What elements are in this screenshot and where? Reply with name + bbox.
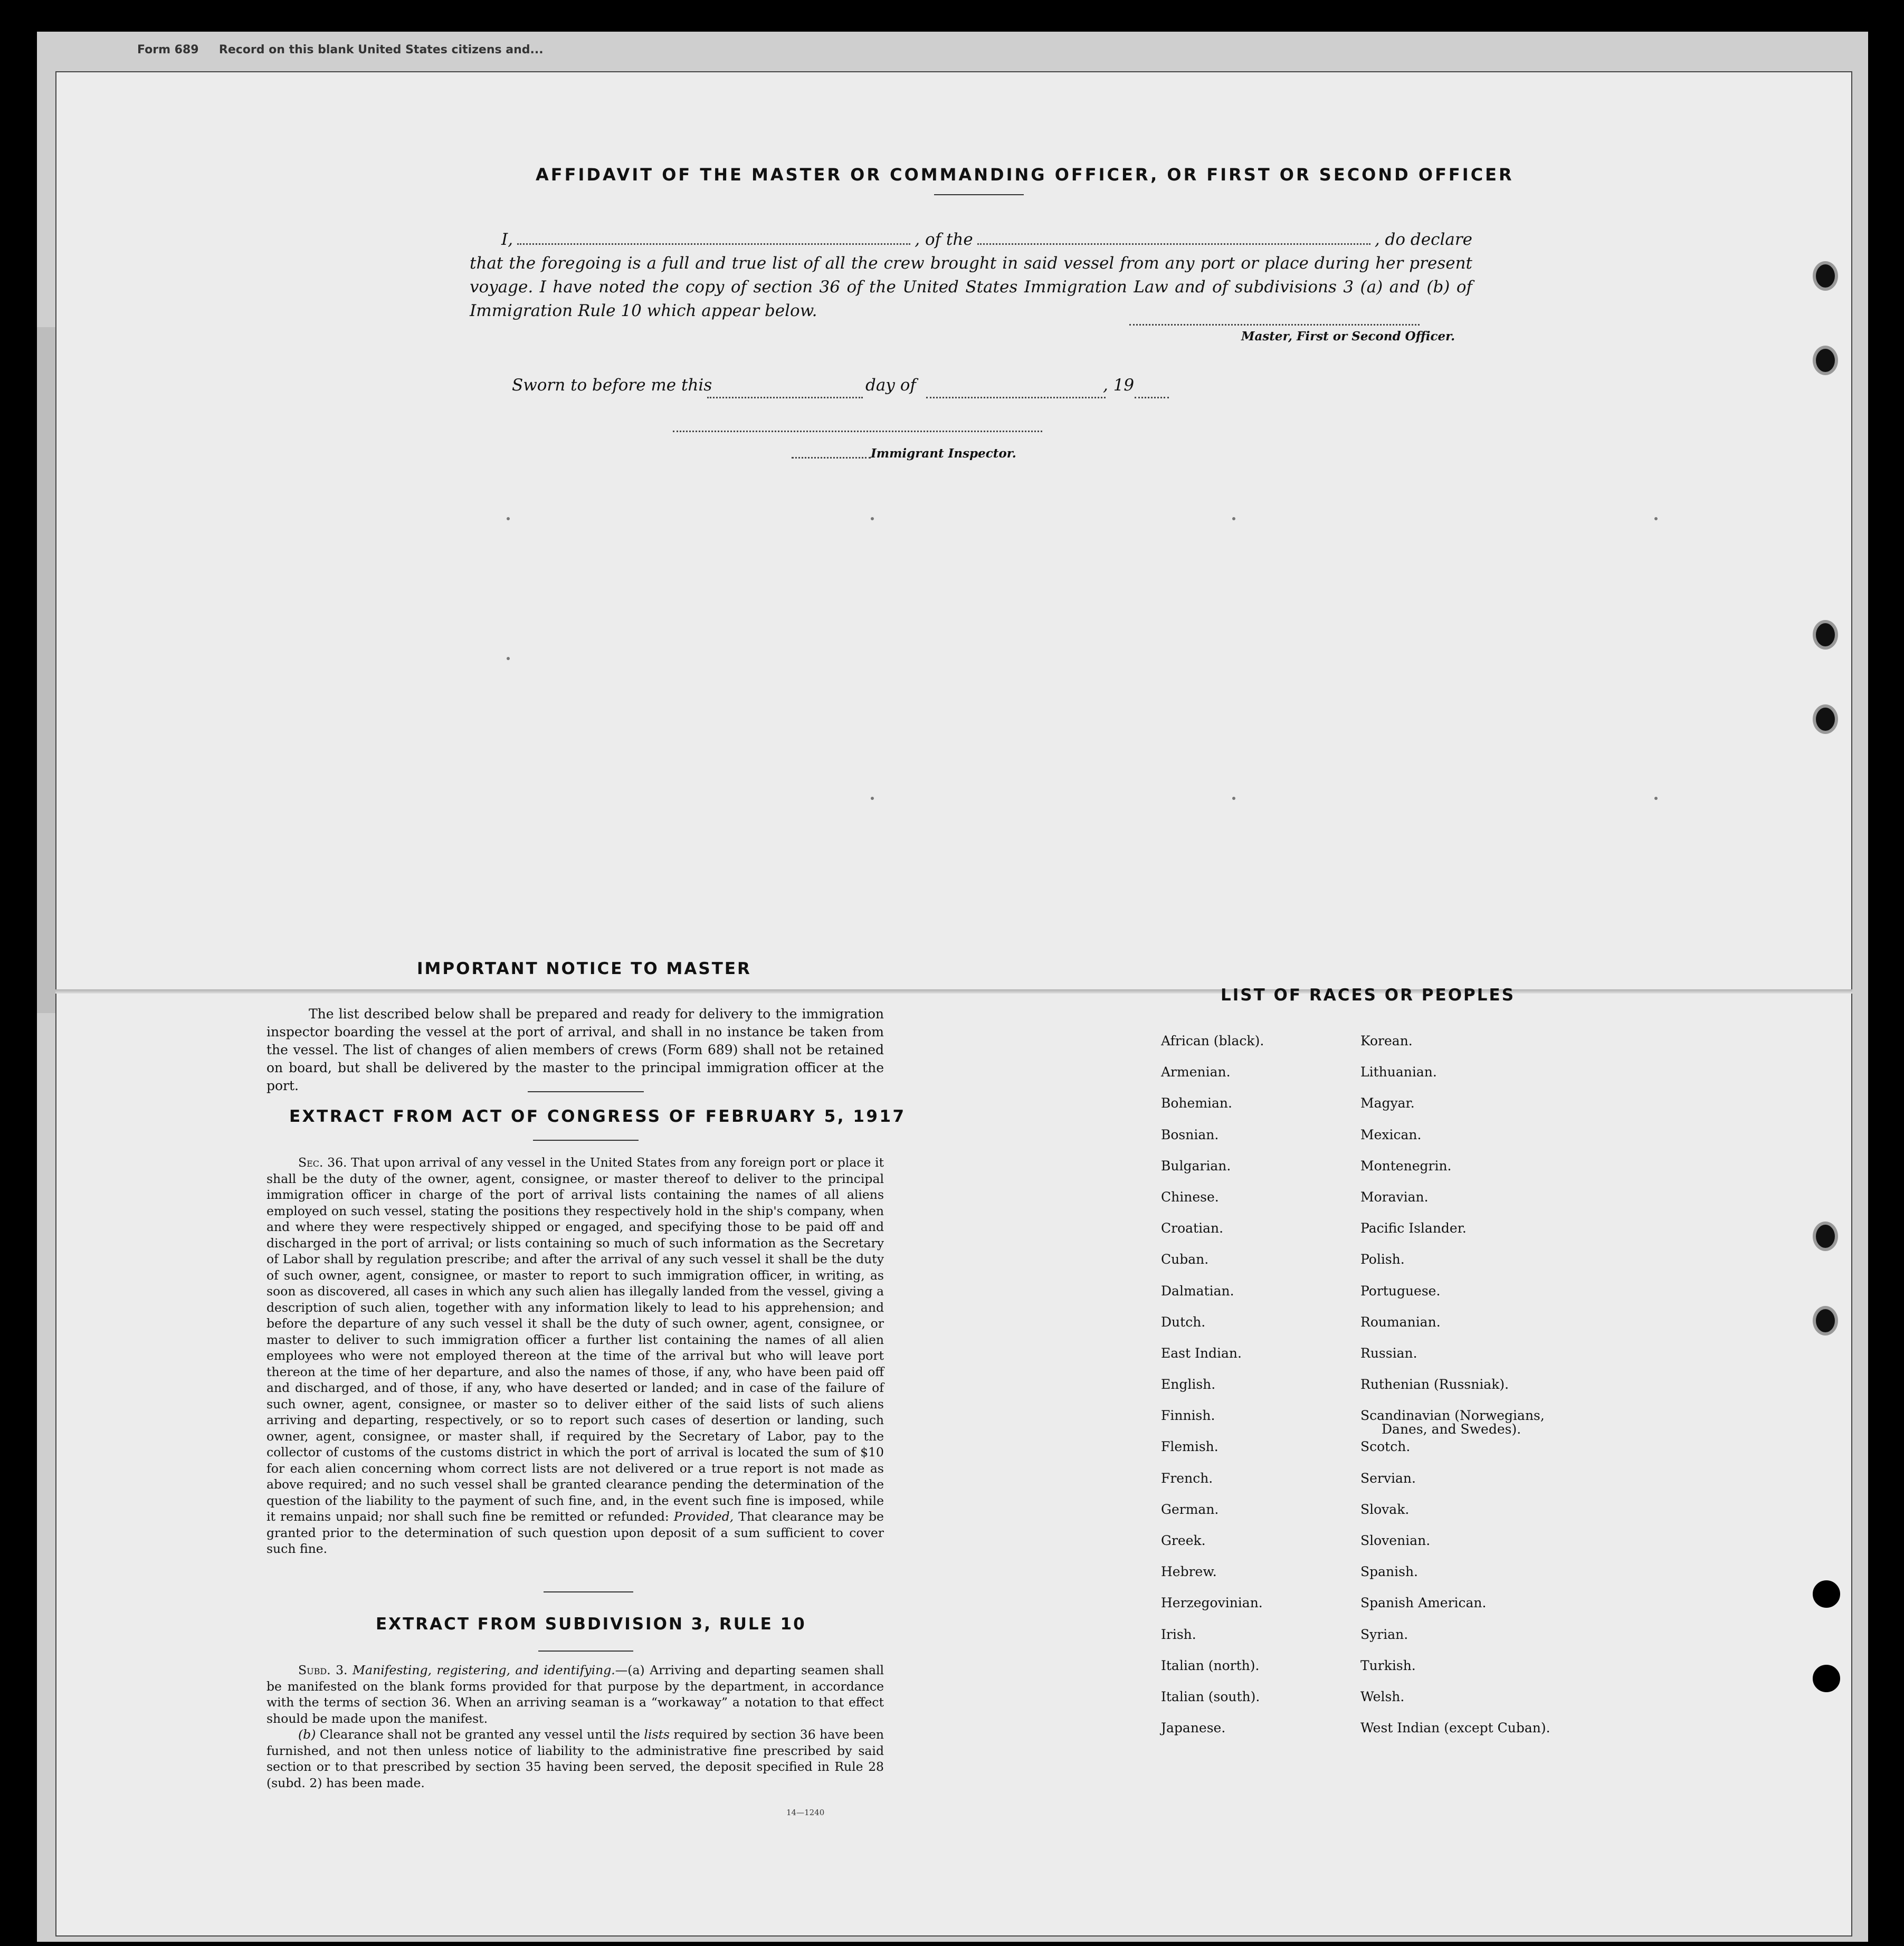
faint-dot xyxy=(871,797,874,800)
faint-dot xyxy=(1232,797,1235,800)
affidavit-i: I, xyxy=(501,230,513,249)
race-item: Spanish. xyxy=(1360,1564,1419,1580)
sworn-year: , 19 xyxy=(1103,376,1135,395)
notice-rule xyxy=(528,1091,644,1092)
race-item: Bohemian. xyxy=(1161,1095,1232,1111)
subd-b-label: (b) xyxy=(298,1727,316,1742)
subd-a-text: Arriving and departing seamen shall be manifested on the blank forms provided for that purpose by the department, in accordance with the terms of section 36. When an arriving seaman is a “workaway” a notation to that effect should be made upon the manifest. xyxy=(266,1663,884,1726)
race-item: Slovenian. xyxy=(1360,1533,1431,1548)
act-text-end: That clearance may be granted prior to the determination of such question upon deposit of a sum sufficient to cover such fine. xyxy=(266,1509,884,1556)
faint-dot xyxy=(507,657,510,660)
heading-rule xyxy=(934,194,1024,195)
punch-hole xyxy=(1813,1665,1840,1692)
inspector-label: Immigrant Inspector. xyxy=(871,446,1016,461)
affidavit-text: that the foregoing is a full and true list of all the crew brought in said vessel from any port or place during her present voyage. I have noted the copy of section 36 of the United States Immigration Law and of subdivisions 3 (a) and (b) of Immigration Rule 10 which appear below. xyxy=(470,254,1472,320)
subdivision-body xyxy=(266,1662,884,1791)
sworn-prefix: Sworn to before me this xyxy=(512,376,712,395)
race-item: English. xyxy=(1161,1377,1216,1392)
race-item: Japanese. xyxy=(1161,1720,1226,1736)
race-item: German. xyxy=(1161,1501,1219,1517)
race-item: African (black). xyxy=(1161,1033,1264,1048)
page-fold xyxy=(55,989,1852,994)
race-item: Flemish. xyxy=(1161,1439,1218,1455)
act-section-label: Sec. 36. xyxy=(298,1155,347,1170)
inspector-dots xyxy=(792,457,871,459)
race-item: Greek. xyxy=(1161,1533,1206,1548)
race-item: Roumanian. xyxy=(1360,1314,1441,1330)
affidavit-body xyxy=(470,228,1472,323)
act-provided: Provided, xyxy=(673,1509,734,1524)
races-column-2 xyxy=(1360,1034,1550,1752)
race-item: Pacific Islander. xyxy=(1360,1220,1467,1236)
race-item: Portuguese. xyxy=(1360,1283,1441,1299)
subd-b-text-end: required by section 36 have been furnished, and not then unless notice of liability to the administrative fine prescribed by said section or to that prescribed by section 35 having been served, the deposit specified in Rule 28 (subd. 2) has been made. xyxy=(266,1727,884,1790)
punch-hole xyxy=(1813,620,1838,650)
subd-b-text: Clearance shall not be granted any vessel until the xyxy=(319,1727,640,1742)
subd-b-lists: lists xyxy=(644,1727,670,1742)
race-item: Syrian. xyxy=(1360,1626,1408,1642)
vessel-name-field[interactable] xyxy=(977,243,1370,245)
race-item: Slovak. xyxy=(1360,1501,1410,1517)
underlying-sheet-header: Form 689 Record on this blank United States citizens and... xyxy=(137,43,544,56)
punch-hole xyxy=(1813,1222,1838,1251)
race-item: Dalmatian. xyxy=(1161,1283,1234,1299)
notice-heading: IMPORTANT NOTICE TO MASTER xyxy=(417,959,751,978)
punch-hole xyxy=(1813,1306,1838,1336)
punch-hole xyxy=(1813,261,1838,291)
race-item: Mexican. xyxy=(1360,1127,1422,1142)
race-item: Magyar. xyxy=(1360,1095,1415,1111)
sworn-month-field[interactable] xyxy=(926,397,1106,398)
race-item: Servian. xyxy=(1360,1470,1416,1486)
sworn-day-field[interactable] xyxy=(707,397,863,398)
subd-label: Subd. 3. xyxy=(298,1663,348,1677)
affidavit-declaration-line xyxy=(470,228,1472,252)
race-item: Spanish American. xyxy=(1360,1595,1487,1611)
races-column-1 xyxy=(1161,1034,1264,1752)
sworn-year-field[interactable] xyxy=(1135,397,1169,398)
race-item: Bulgarian. xyxy=(1161,1158,1231,1174)
affidavit-of-the: , of the xyxy=(915,230,973,249)
faint-dot xyxy=(1654,797,1658,800)
race-item: Herzegovinian. xyxy=(1161,1595,1263,1611)
faint-dot xyxy=(871,517,874,520)
faint-dot xyxy=(1232,517,1235,520)
affidavit-do-declare: , do declare xyxy=(1374,230,1473,249)
subdivision-rule xyxy=(538,1651,633,1652)
race-item: Montenegrin. xyxy=(1360,1158,1452,1174)
race-item: Russian. xyxy=(1360,1345,1417,1361)
race-item: Korean. xyxy=(1360,1033,1413,1048)
race-item: Chinese. xyxy=(1161,1189,1219,1205)
race-item: Turkish. xyxy=(1360,1657,1416,1673)
race-item: West Indian (except Cuban). xyxy=(1360,1720,1550,1736)
subdivision-para-a xyxy=(266,1662,884,1726)
affidavit-heading: AFFIDAVIT OF THE MASTER OR COMMANDING OFFICER, OR FIRST OR SECOND OFFICER xyxy=(536,165,1514,185)
race-item: Scotch. xyxy=(1360,1439,1411,1455)
races-heading: LIST OF RACES OR PEOPLES xyxy=(1221,986,1516,1005)
race-item: Italian (north). xyxy=(1161,1657,1260,1673)
race-item: Bosnian. xyxy=(1161,1127,1219,1142)
subd-title: Manifesting, registering, and identifying. xyxy=(353,1663,615,1677)
race-item: Ruthenian (Russniak). xyxy=(1360,1377,1509,1392)
document-page xyxy=(55,71,1852,1937)
race-item: Hebrew. xyxy=(1161,1564,1217,1580)
act-rule xyxy=(533,1140,639,1141)
act-body xyxy=(266,1155,884,1557)
race-item: French. xyxy=(1161,1470,1213,1486)
punch-hole xyxy=(1813,704,1838,734)
subd-a-label: —(a) xyxy=(615,1663,645,1677)
faint-dot xyxy=(507,517,510,520)
race-item: Polish. xyxy=(1360,1252,1405,1267)
race-item: Irish. xyxy=(1161,1626,1196,1642)
faint-dot xyxy=(1654,517,1658,520)
subdivision-para-b xyxy=(266,1726,884,1791)
sworn-day-of: day of xyxy=(865,376,916,395)
act-heading: EXTRACT FROM ACT OF CONGRESS OF FEBRUARY 5, 1917 xyxy=(289,1107,906,1126)
race-item: Armenian. xyxy=(1161,1064,1231,1080)
act-text: That upon arrival of any vessel in the United States from any foreign port or place it shall be the duty of the owner, agent, consignee, or master thereof to deliver to the principal immigration officer in charge of the port of arrival lists containing the names of all aliens employed on such vessel, stating the positions they respectively hold in the ship's company, when and where they were respectively shipped or engaged, and specifying those to be paid off and discharged in the port of arrival; or lists containing so much of such information as the Secretary of Labor shall by regulation prescribe; and after the arrival of any such vessel it shall be the duty of such owner, agent, consignee, or master to report to such immigration officer, in writing, as soon as discovered, all cases in which any such alien has illegally landed from the vessel, giving a description of such alien, together with any information likely to lead to his apprehension; and before the departure of any such vessel it shall be the duty of such owner, agent, consignee, or master to deliver to such immigration officer a further list containing the names of all alien employees who were not employed thereon at the time of the arrival but who will leave port thereon at the time of her departure, and also the names of those, if any, who have been paid off and discharged, and of those, if any, who have deserted or landed; and in case of the failure of such owner, agent, consignee, or master so to deliver either of the said lists of such aliens arriving and departing, respectively, or so to report such cases of desertion or landing, such owner, agent, consignee, or master shall, if required by the Secretary of Labor, pay to the collector of customs of the customs district in which the port of arrival is located the sum of $10 for each alien concerning whom correct lists are not delivered or a true report is not made as above required; and no such vessel shall be granted clearance pending the determination of the question of the liability to the payment of such fine, and, in the event such fine is imposed, while it remains unpaid; nor shall such fine be remitted or refunded: xyxy=(266,1155,884,1524)
race-item: Dutch. xyxy=(1161,1314,1206,1330)
race-item: East Indian. xyxy=(1161,1345,1242,1361)
race-item: Moravian. xyxy=(1360,1189,1429,1205)
race-item: Italian (south). xyxy=(1161,1689,1260,1704)
race-item: Cuban. xyxy=(1161,1252,1209,1267)
master-signature-label: Master, First or Second Officer. xyxy=(1241,329,1455,344)
race-item: Welsh. xyxy=(1360,1689,1405,1704)
subdivision-heading: EXTRACT FROM SUBDIVISION 3, RULE 10 xyxy=(376,1615,806,1634)
race-item: Croatian. xyxy=(1161,1220,1224,1236)
race-item: Scandinavian (Norwegians, Danes, and Swedes). xyxy=(1360,1408,1545,1437)
master-signature-line[interactable] xyxy=(1129,324,1420,326)
form-number: 14—1240 xyxy=(786,1808,825,1817)
punch-hole xyxy=(1813,346,1838,375)
race-item: Lithuanian. xyxy=(1360,1064,1437,1080)
punch-hole xyxy=(1813,1580,1840,1608)
master-name-field[interactable] xyxy=(517,243,910,245)
act-end-rule xyxy=(544,1591,633,1592)
inspector-signature-line[interactable] xyxy=(673,431,1042,432)
race-item: Finnish. xyxy=(1161,1408,1215,1424)
notice-body: The list described below shall be prepared and ready for delivery to the immigration inspector boarding the vessel at the port of arrival, and shall in no instance be taken from the vessel. The list of changes of alien members of crews (Form 689) shall not be retained on board, but shall be delivered by the master to the principal immigration officer at the port. xyxy=(266,1006,884,1093)
